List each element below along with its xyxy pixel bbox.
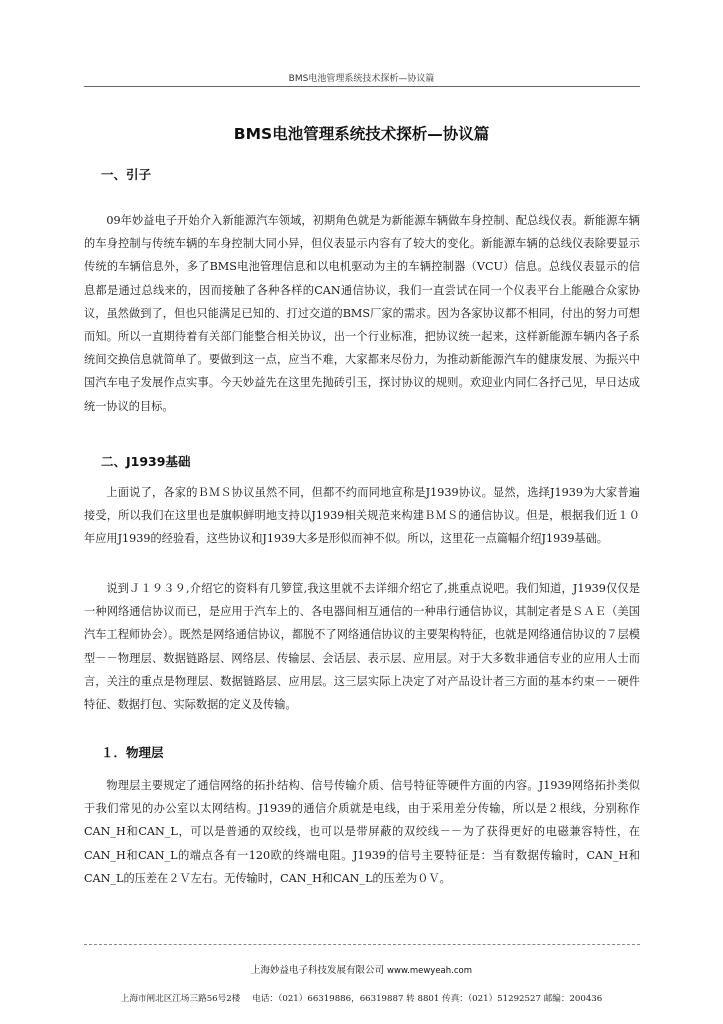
document-title: BMS电池管理系统技术探析—协议篇 — [233, 125, 490, 143]
footer-postcode: 邮编：200436 — [543, 994, 603, 1004]
section-heading-j1939-basics: 二、J1939基础 — [101, 454, 191, 469]
footer-divider — [84, 944, 640, 945]
footer-phone: 电话：（021）66319886，66319887 转 8801 — [252, 994, 440, 1004]
section-heading-introduction: 一、引子 — [101, 167, 152, 182]
running-header: BMS电池管理系统技术探析—协议篇 — [288, 74, 435, 84]
footer-address: 上海市闸北区江场三路56号2楼 — [120, 994, 241, 1004]
paragraph-j1939-basics-1: 上面说了，各家的ＢＭＳ协议虽然不同，但都不约而同地宣称是J1939协议。显然，选择J1939为大家普遍接受，所以我们在这里也是旗帜鲜明地支持以J1939相关规范来构建ＢＭＳ的通信协议。但是，根据我们近１０年应用J1939的经验看，这些协议和J1939大多是形似而神不似。所以，这里花一点篇幅介绍J1939基础。 — [84, 486, 640, 546]
footer-company-line — [0, 962, 723, 976]
paragraph-j1939-basics-2: 说到Ｊ１９３９,介绍它的资料有几箩筐,我这里就不去详细介绍它了,挑重点说吧。我们知道，J1939仅仅是一种网络通信协议而已，是应用于汽车上的、各电器间相互通信的一种串行通信协议，其制定者是ＳＡＥ（美国汽车工程师协会）。既然是网络通信协议，都脱不了网络通信协议的主要架构特征，也就是网络通信协议的７层模型－－物理层、数据链路层、网络层、传输层、会话层、表示层、应用层。对于大多数非通信专业的应用人士而言，关注的重点是物理层、数据链路层、应用层。这三层实际上决定了对产品设计者三方面的基本约束－－硬件特征、数据打包、实际数据的定义及传输。 — [84, 582, 640, 712]
footer-website-link[interactable]: www.mewyeah.com — [387, 966, 472, 976]
footer-contact-line — [0, 992, 723, 1004]
footer-fax: 传真：（021）51292527 — [442, 994, 541, 1004]
header-divider — [84, 86, 640, 87]
footer-company-name: 上海妙益电子科技发展有限公司 — [251, 965, 385, 976]
section-heading-physical-layer: １．物理层 — [101, 745, 164, 760]
paragraph-introduction: 09年妙益电子开始介入新能源汽车领域，初期角色就是为新能源车辆做车身控制、配总线仪表。新能源车辆的车身控制与传统车辆的车身控制大同小异，但仪表显示内容有了较大的变化。新能源车辆的总线仪表除要显示传统的车辆信息外，多了BMS电池管理信息和以电机驱动为主的车辆控制器（VCU）信息。总线仪表显示的信息都是通过总线来的，因而接触了各种各样的CAN通信协议，我们一直尝试在同一个仪表平台上能融合众家协议，虽然做到了，但也只能满足已知的、打过交道的BMS厂家的需求。因为各家协议都不相同，付出的努力可想而知。所以一直期待着有关部门能整合相关协议，出一个行业标准，把协议统一起来，这样新能源车辆内各子系统间交换信息就简单了。要做到这一点，应当不难，大家都来尽份力，为推动新能源汽车的健康发展、为振兴中国汽车电子发展作点实事。今天妙益先在这里先抛砖引玉，探讨协议的规则。欢迎业内同仁各抒己见，早日达成统一协议的目标。 — [84, 214, 640, 413]
paragraph-physical-layer: 物理层主要规定了通信网络的拓扑结构、信号传输介质、信号特征等硬件方面的内容。J1939网络拓扑类似于我们常见的办公室以太网结构。J1939的通信介质就是电线，由于采用差分传输，所以是２根线，分别称作CAN_H和CAN_L，可以是普通的双绞线，也可以是带屏蔽的双绞线－－为了获得更好的电磁兼容特性，在CAN_H和CAN_L的端点各有一120欧的终端电阻。J1939的信号主要特征是：当有数据传输时，CAN_H和CAN_L的压差在２Ｖ左右。无传输时，CAN_H和CAN_L的压差为０Ｖ。 — [84, 779, 640, 885]
